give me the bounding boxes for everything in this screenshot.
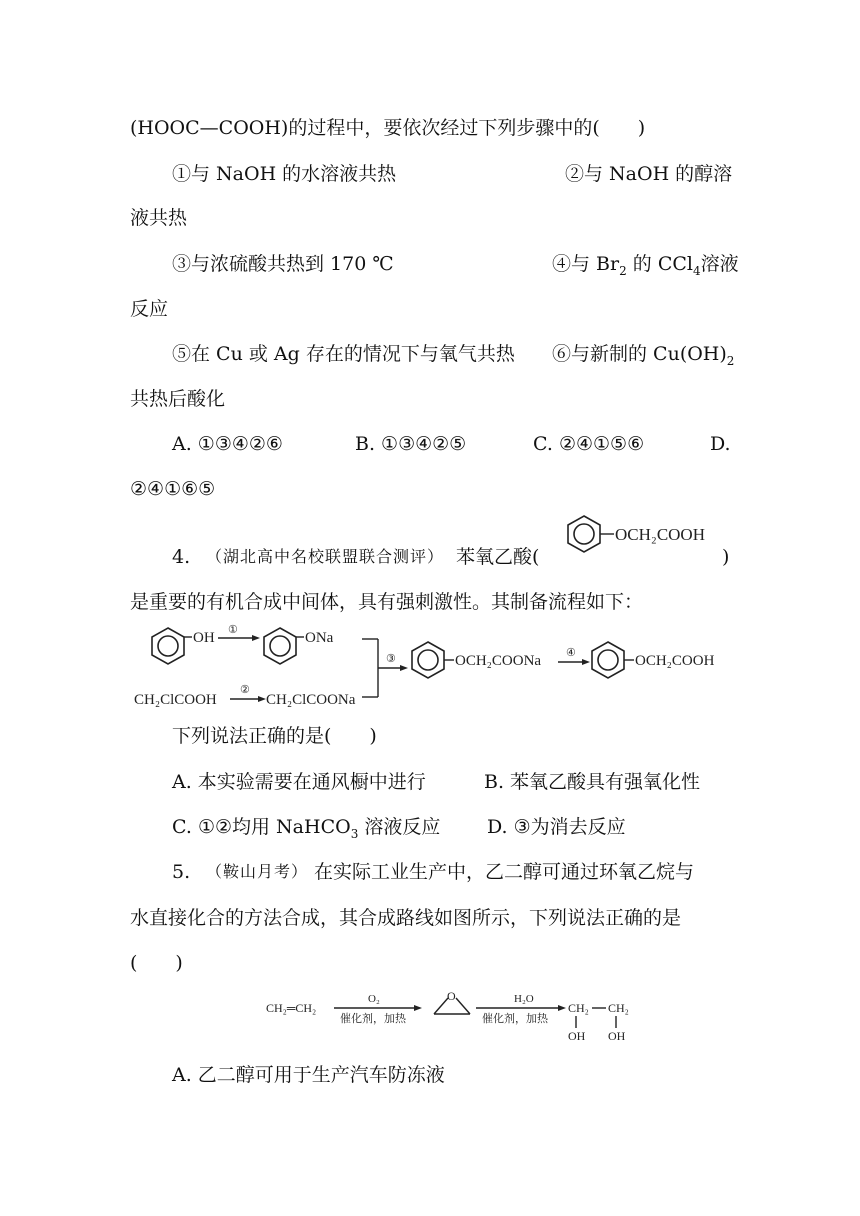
product-3-label: OCH₂COONa xyxy=(455,653,542,669)
q4-source: （湖北高中名校联盟联合测评） xyxy=(206,547,445,566)
step-2-label: ② xyxy=(240,684,250,696)
epoxide-oxygen-label: O xyxy=(447,989,456,1003)
q3-option-c: C. ②④①⑤⑥ xyxy=(533,433,645,455)
q5-stem-line-3: ( ) xyxy=(130,952,183,974)
oh-2-label: OH xyxy=(608,1029,626,1043)
oh-1-label: OH xyxy=(568,1029,586,1043)
q5-synthesis-scheme xyxy=(262,986,652,1046)
q5-option-a: A. 乙二醇可用于生产汽车防冻液 xyxy=(172,1064,445,1086)
ch2-2-label: CH₂ xyxy=(608,1001,629,1015)
q4-option-b: B. 苯氧乙酸具有强氧化性 xyxy=(484,771,701,793)
q3-option-d: D. xyxy=(710,433,731,455)
step-1-label: ① xyxy=(228,624,238,636)
q3-step-6: ⑥与新制的 $Cu(OH)_2$ xyxy=(552,343,735,368)
q3-step-3: ③与浓硫酸共热到 170 ℃ xyxy=(172,253,394,275)
q3-step-5: ⑤在 Cu 或 Ag 存在的情况下与氧气共热 xyxy=(172,343,515,365)
structure-label: OCH₂COOH xyxy=(615,525,705,544)
q4-stem: 苯氧乙酸( xyxy=(456,546,540,568)
condition-1-label: 催化剂，加热 xyxy=(340,1013,406,1025)
phenol-label: OH xyxy=(193,630,215,646)
q5-number: 5. xyxy=(172,861,191,883)
benzene-ring-product-3 xyxy=(412,642,444,678)
benzene-ring-phenoxide xyxy=(264,628,296,664)
q4-question: 下列说法正确的是( ) xyxy=(172,725,377,747)
q4-synthesis-scheme xyxy=(130,622,740,722)
ethylene-label: CH₂═CH₂ xyxy=(266,1001,317,1015)
q4-paren-close: ) xyxy=(722,546,730,568)
q3-step-6-cont: 共热后酸化 xyxy=(130,388,226,410)
q4-option-c: C. ①②均用 NaHCO$_3$ 溶液反应 xyxy=(172,816,441,841)
step-4-label: ④ xyxy=(566,647,576,659)
q5-source: （鞍山月考） xyxy=(206,862,309,881)
q4-option-a: A. 本实验需要在通风橱中进行 xyxy=(172,771,426,793)
condition-2-label: 催化剂，加热 xyxy=(482,1013,548,1025)
reagent-2-label: H₂O xyxy=(514,993,534,1005)
ch2-1-label: CH₂ xyxy=(568,1001,589,1015)
step-3-label: ③ xyxy=(386,653,396,665)
reagent-1-label: O₂ xyxy=(368,993,380,1005)
q3-stem-line: (HOOC—COOH)的过程中，要依次经过下列步骤中的( ) xyxy=(130,117,646,139)
q3-step-2: ②与 NaOH 的醇溶 xyxy=(565,163,733,185)
q3-step-4: ④与 $Br_2$ 的 CCl$_4$溶液 xyxy=(552,253,739,278)
phenoxyacetic-acid-structure xyxy=(562,512,732,564)
q3-option-b: B. ①③④②⑤ xyxy=(355,433,467,455)
benzene-ring-product-4 xyxy=(592,642,624,678)
q4-stem-line-2: 是重要的有机合成中间体，具有强刺激性。其制备流程如下： xyxy=(130,591,644,613)
chloroacetic-acid-label: CH₂ClCOOH xyxy=(134,692,217,708)
q3-step-2-cont: 液共热 xyxy=(130,207,188,229)
q3-step-1: ①与 NaOH 的水溶液共热 xyxy=(172,163,397,185)
q5-stem: 在实际工业生产中，乙二醇可通过环氧乙烷与 xyxy=(314,861,695,883)
q3-step-4-cont: 反应 xyxy=(130,298,169,320)
q4-option-d: D. ③为消去反应 xyxy=(487,816,626,838)
q5-stem-line-2: 水直接化合的方法合成，其合成路线如图所示，下列说法正确的是 xyxy=(130,907,682,929)
benzene-ring-phenol xyxy=(152,628,184,664)
chloroacetate-label: CH₂ClCOONa xyxy=(266,692,356,708)
q4-number: 4. xyxy=(172,546,191,568)
q3-option-a: A. ①③④②⑥ xyxy=(172,433,283,455)
phenoxide-label: ONa xyxy=(305,630,334,646)
product-4-label: OCH₂COOH xyxy=(635,653,715,669)
q3-option-d-cont: ②④①⑥⑤ xyxy=(130,478,216,500)
